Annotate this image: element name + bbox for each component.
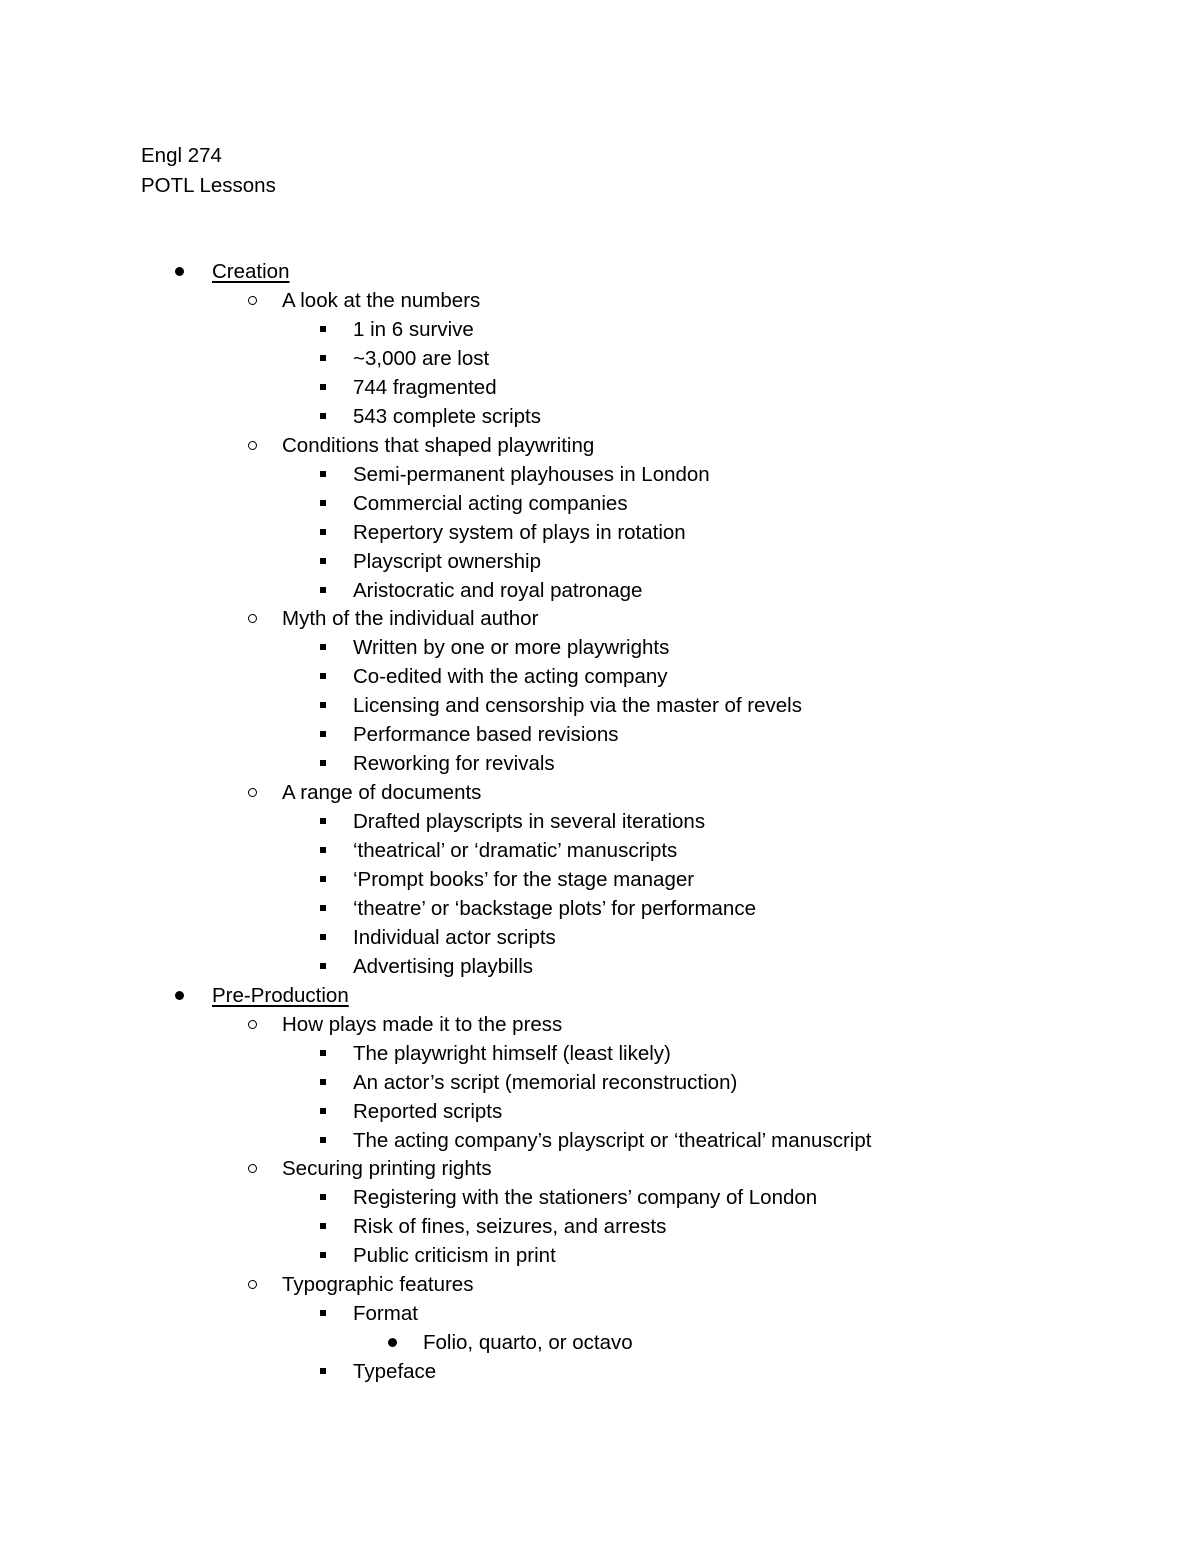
square-bullet-icon [319,1039,339,1068]
square-bullet-icon [319,749,339,778]
square-bullet-icon [319,807,339,836]
square-bullet-icon [319,1299,339,1328]
square-bullet-icon [319,1068,339,1097]
square-bullet-icon [319,402,339,431]
square-bullet-icon [319,952,339,981]
outline-item-text: Commercial acting companies [353,491,628,515]
outline-item-text: Semi-permanent playhouses in London [353,462,710,486]
section-heading-text: Pre-Production [212,983,349,1007]
square-bullet-icon [319,1183,339,1212]
outline-item-text: The playwright himself (least likely) [353,1041,671,1065]
outline-item-text: 1 in 6 survive [353,317,474,341]
square-bullet-icon [319,1357,339,1386]
hollow-circle-bullet-icon [248,604,268,633]
square-bullet-icon [319,1097,339,1126]
outline-item-text: Format [353,1302,418,1326]
square-bullet-icon [319,547,339,576]
square-bullet-icon [319,691,339,720]
square-bullet-icon [319,865,339,894]
outline-item-text: 744 fragmented [353,375,497,399]
outline-item-text: Written by one or more playwrights [353,636,670,660]
square-bullet-icon [319,489,339,518]
outline-item-text: Typeface [353,1360,437,1384]
outline-item-text: Registering with the stationers’ company of London [353,1186,818,1210]
square-bullet-icon [319,720,339,749]
outline-item-text: Repertory system of plays in rotation [353,520,686,544]
outline-item-text: Reworking for revivals [353,752,555,776]
square-bullet-icon [319,576,339,605]
outline-item-text: ‘Prompt books’ for the stage manager [353,867,695,891]
outline-item-text: A range of documents [282,781,482,805]
square-bullet-icon [319,1212,339,1241]
filled-bullet-icon [388,1328,408,1357]
square-bullet-icon [319,662,339,691]
square-bullet-icon [319,1241,339,1270]
hollow-circle-bullet-icon [248,1154,268,1183]
course-title: Engl 274 [141,144,222,167]
square-bullet-icon [319,344,339,373]
outline-item-text: Risk of fines, seizures, and arrests [353,1215,667,1239]
outline-item-text: The acting company’s playscript or ‘theatrical’ manuscript [353,1128,872,1152]
outline-item-text: Typographic features [282,1273,474,1297]
outline-item-text: Licensing and censorship via the master of revels [353,694,802,718]
outline-item-text: Playscript ownership [353,549,541,573]
square-bullet-icon [319,836,339,865]
outline-item-text: Securing printing rights [282,1157,492,1181]
hollow-circle-bullet-icon [248,431,268,460]
filled-bullet-icon [175,257,195,286]
hollow-circle-bullet-icon [248,286,268,315]
outline-item-text: ‘theatrical’ or ‘dramatic’ manuscripts [353,839,678,862]
outline-item-text: Myth of the individual author [282,607,539,631]
outline-item-text: Drafted playscripts in several iterations [353,810,706,833]
square-bullet-icon [319,373,339,402]
section-heading-text: Creation [212,260,290,283]
square-bullet-icon [319,315,339,344]
square-bullet-icon [319,633,339,662]
outline-item-text: Conditions that shaped playwriting [282,433,595,457]
square-bullet-icon [319,1126,339,1155]
outline-item-text: ‘theatre’ or ‘backstage plots’ for performance [353,896,756,920]
outline-item-text: Co-edited with the acting company [353,665,668,689]
filled-bullet-icon [175,981,195,1010]
square-bullet-icon [319,923,339,952]
outline-item-text: Performance based revisions [353,723,619,747]
hollow-circle-bullet-icon [248,1270,268,1299]
outline-item-text: Public criticism in print [353,1244,556,1268]
outline-item-text: Reported scripts [353,1099,503,1123]
outline-item-text: A look at the numbers [282,288,481,312]
square-bullet-icon [319,894,339,923]
outline-item-text: Aristocratic and royal patronage [353,578,643,602]
outline-item-text: Folio, quarto, or octavo [423,1331,633,1355]
outline-item-text: 543 complete scripts [353,404,542,428]
square-bullet-icon [319,460,339,489]
document-subtitle: POTL Lessons [141,174,276,197]
outline-item-text: How plays made it to the press [282,1012,563,1036]
outline-item-text: ~3,000 are lost [353,346,490,370]
outline-item-text: An actor’s script (memorial reconstruction) [353,1070,738,1094]
outline-item-text: Advertising playbills [353,954,534,978]
square-bullet-icon [319,518,339,547]
hollow-circle-bullet-icon [248,1010,268,1039]
outline-item-text: Individual actor scripts [353,925,556,949]
hollow-circle-bullet-icon [248,778,268,807]
